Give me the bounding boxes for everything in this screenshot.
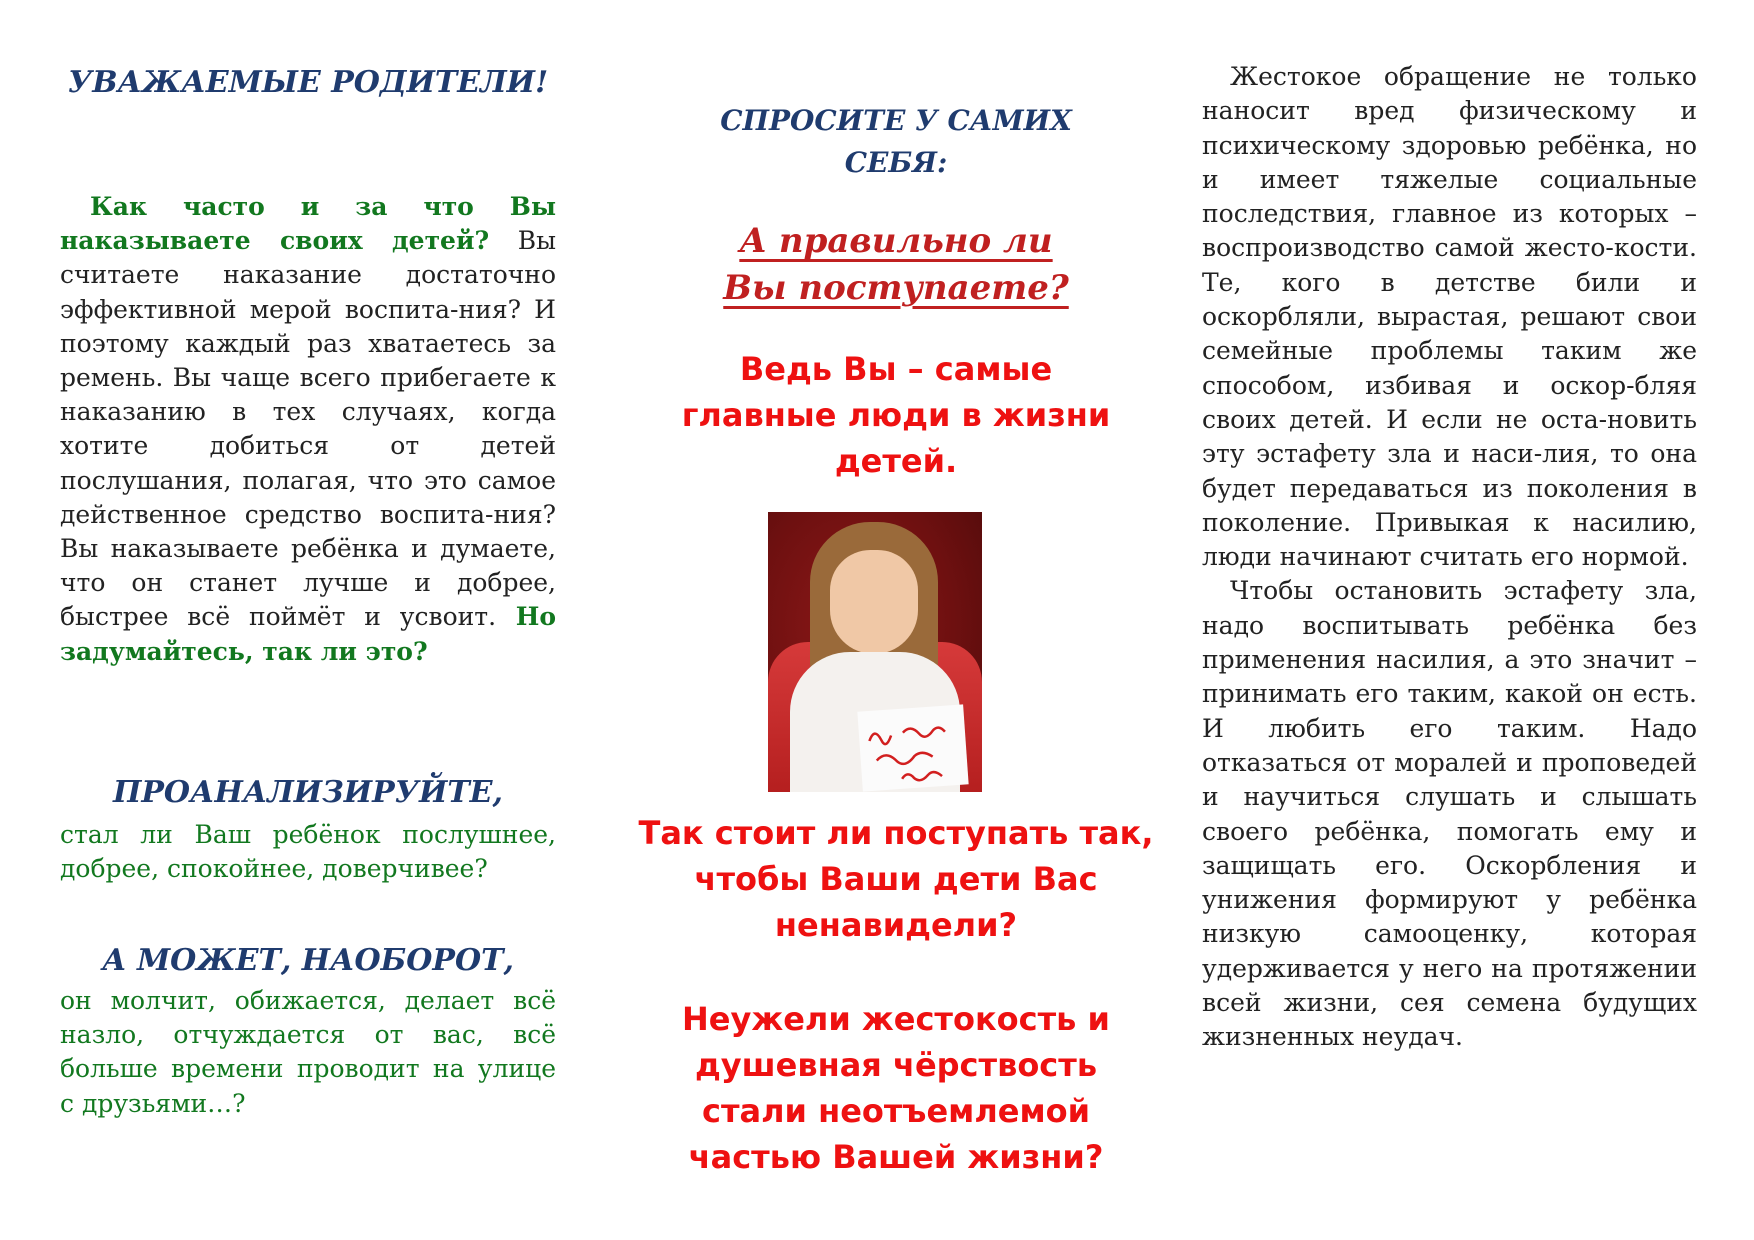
- intro-lead: Как часто и за что Вы наказываете своих детей?: [60, 192, 556, 256]
- ask-yourself-heading: СПРОСИТЕ У САМИХ СЕБЯ:: [720, 104, 1072, 179]
- intro-end: Но задумайтесь, так ли это?: [60, 602, 557, 666]
- analyze-heading: ПРОАНАЛИЗИРУЙТЕ,: [113, 775, 503, 810]
- analyze-text: стал ли Ваш ребёнок послушнее, добрее, спокойнее, доверчивее?: [60, 820, 556, 884]
- ask-yourself-block: [618, 100, 1174, 184]
- question-heading: [618, 218, 1174, 312]
- photo-face: [830, 550, 918, 654]
- parents-main-text: Ведь Вы – самые главные люди в жизни детей.: [681, 350, 1111, 480]
- right-text-block: [1202, 60, 1697, 1055]
- intro-paragraph: [60, 190, 556, 669]
- photo-handwritten-note: [857, 704, 968, 791]
- greeting-title: УВАЖАЕМЫЕ РОДИТЕЛИ!: [67, 65, 549, 100]
- intro-body: Вы считаете наказание достаточно эффективной мерой воспита-ния? И поэтому каждый раз хватаетесь за ремень. Вы чаще всего прибегаете к наказанию в тех случаях, когда хотите добиться от детей послушания, полагая, что это самое действенное средство воспита-ния? Вы наказываете ребёнка и думаете, что он станет лучше и добрее, быстрее всё поймёт и усвоит.: [60, 226, 556, 632]
- hate-question-text: Так стоит ли поступать так, чтобы Ваши дети Вас ненавидели?: [638, 814, 1154, 944]
- girl-photo: [768, 512, 982, 792]
- maybe-text: он молчит, обижается, делает всё назло, отчуждается от вас, всё больше времени проводит на улице с друзьями…?: [60, 986, 556, 1118]
- cruelty-question-text: Неужели жестокость и душевная чёрствость стали неотъемлемой частью Вашей жизни?: [682, 1000, 1110, 1176]
- maybe-heading: А МОЖЕТ, НАОБОРОТ,: [102, 943, 514, 978]
- question-text: А правильно ли Вы поступаете?: [723, 221, 1069, 308]
- cruelty-consequences-paragraph: Жестокое обращение не только наносит вред физическому и психическому здоровью ребёнка, но и имеет тяжелые социальные последствия, главное из которых – воспроизводство самой жесто-кости. Те, кого в детстве били и оскорбляли, вырастая, решают свои семейные проблемы таким же способом, избивая и оскор-бляя своих детей. И если не оста-новить эту эстафету зла и наси-лия, то она будет передаваться из поколения в поколение. Привыкая к насилию, люди начинают считать его нормой.: [1202, 62, 1697, 572]
- stop-violence-paragraph: Чтобы остановить эстафету зла, надо воспитывать ребёнка без применения насилия, а это значит – принимать его таким, какой он есть. И любить его таким. Надо отказаться от моралей и проповедей и научиться слушать и слышать своего ребёнка, помогать ему и защищать его. Оскорбления и унижения формируют у ребёнка низкую самооценку, которая удерживается у него на протяжении всей жизни, сея семена будущих жизненных неудач.: [1202, 576, 1697, 1052]
- handwriting-icon: [857, 704, 968, 791]
